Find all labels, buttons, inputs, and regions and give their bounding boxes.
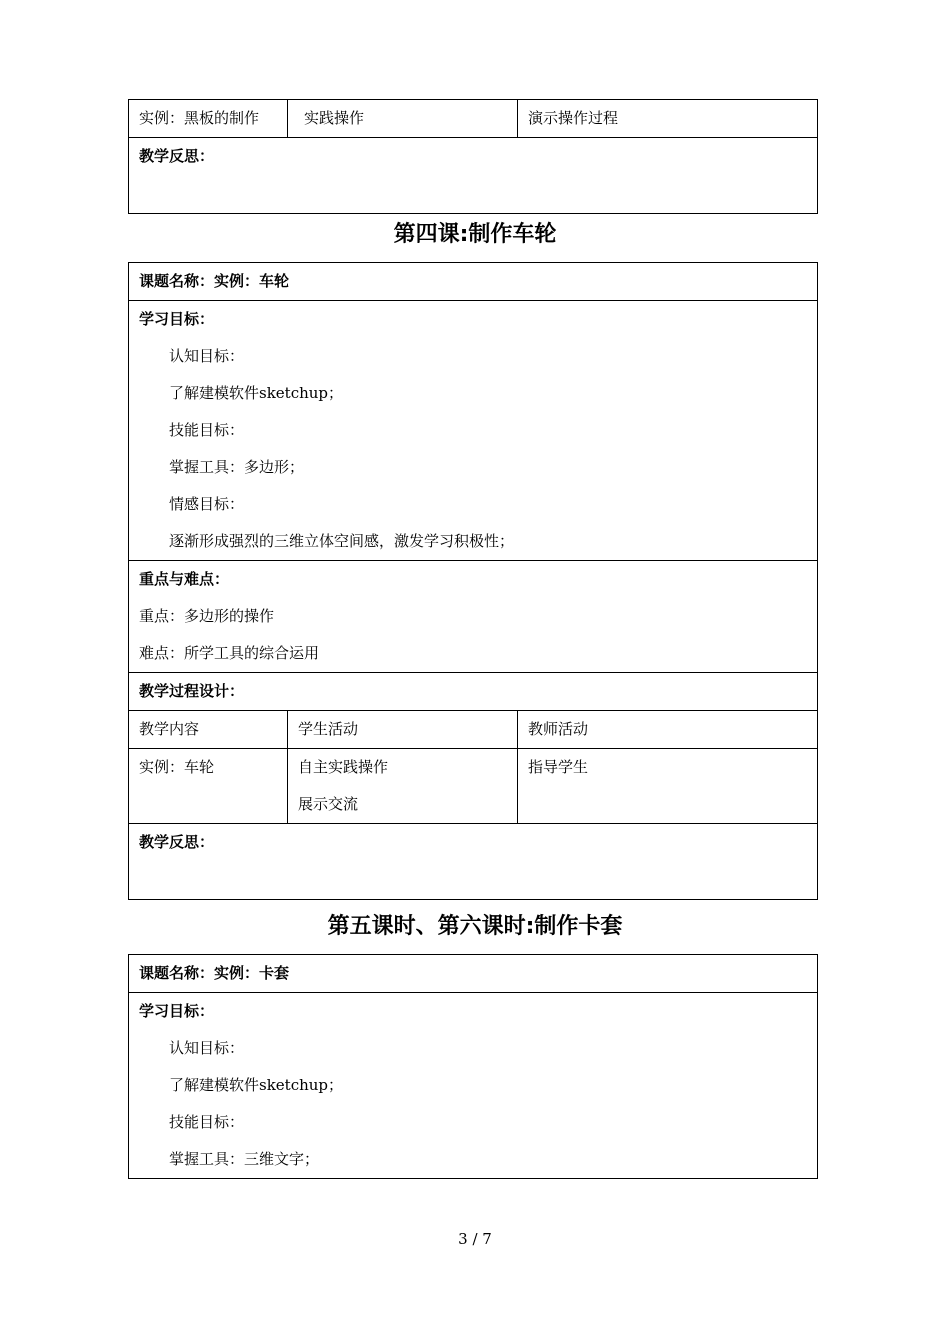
student-activity: 自主实践操作 bbox=[298, 758, 389, 776]
goal-line: 认知目标： bbox=[169, 347, 245, 365]
goal-line: 认知目标： bbox=[169, 1039, 245, 1057]
content-cell bbox=[129, 749, 288, 824]
goal-line: 掌握工具：三维文字； bbox=[169, 1150, 320, 1168]
goal-line: 技能目标： bbox=[169, 421, 245, 439]
process-label: 教学过程设计： bbox=[129, 673, 818, 711]
key-points-cell bbox=[129, 561, 818, 673]
header-student: 学生活动 bbox=[288, 711, 518, 749]
header-content: 教学内容 bbox=[129, 711, 288, 749]
student-activity-cell: 实践操作 bbox=[288, 100, 518, 138]
student-activity-cell bbox=[288, 749, 518, 824]
reflection-cell bbox=[129, 824, 818, 900]
lesson3-tail-table bbox=[128, 99, 818, 214]
reflection-label: 教学反思： bbox=[139, 833, 215, 851]
header-teacher: 教师活动 bbox=[518, 711, 818, 749]
content-cell: 实例：黑板的制作 bbox=[129, 100, 288, 138]
goal-line: 了解建模软件sketchup； bbox=[169, 384, 344, 402]
page-number: 3 / 7 bbox=[458, 1230, 492, 1248]
key-point: 重点：多边形的操作 bbox=[139, 607, 275, 625]
goals-label: 学习目标： bbox=[139, 310, 215, 328]
lesson4-title: 第四课:制作车轮 bbox=[393, 222, 557, 247]
goal-line: 逐渐形成强烈的三维立体空间感，激发学习积极性； bbox=[169, 532, 515, 550]
lesson4-table bbox=[128, 262, 818, 900]
goal-line: 技能目标： bbox=[169, 1113, 245, 1131]
course-name: 课题名称：实例：卡套 bbox=[129, 955, 818, 993]
goals-cell bbox=[129, 301, 818, 561]
key-point: 难点：所学工具的综合运用 bbox=[139, 644, 320, 662]
goal-line: 掌握工具：多边形； bbox=[169, 458, 305, 476]
teacher-activity: 指导学生 bbox=[528, 758, 589, 776]
reflection-label: 教学反思： bbox=[139, 147, 215, 165]
lesson5-table bbox=[128, 954, 818, 1179]
course-name: 课题名称：实例：车轮 bbox=[129, 263, 818, 301]
teacher-activity-cell: 演示操作过程 bbox=[518, 100, 818, 138]
lesson5-title: 第五课时、第六课时:制作卡套 bbox=[327, 914, 623, 939]
content-text: 实例：车轮 bbox=[139, 758, 215, 776]
key-label: 重点与难点： bbox=[139, 570, 230, 588]
goals-cell bbox=[129, 993, 818, 1179]
teacher-activity-cell bbox=[518, 749, 818, 824]
student-activity: 展示交流 bbox=[298, 795, 359, 813]
goal-line: 情感目标： bbox=[169, 495, 245, 513]
goal-line: 了解建模软件sketchup； bbox=[169, 1076, 344, 1094]
reflection-cell bbox=[129, 138, 818, 214]
goals-label: 学习目标： bbox=[139, 1002, 215, 1020]
